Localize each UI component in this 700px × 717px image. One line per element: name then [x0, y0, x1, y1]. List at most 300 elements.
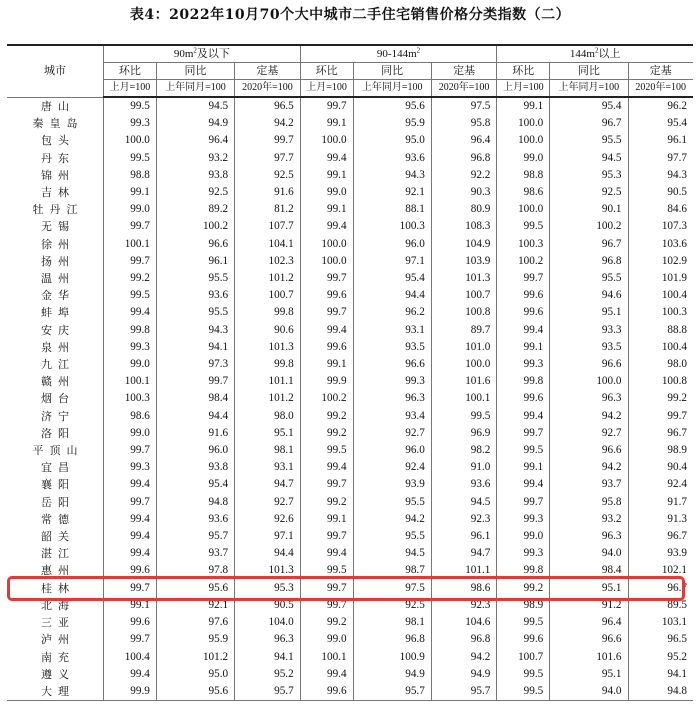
metric-header: 环比: [300, 63, 353, 80]
index-value-cell: 98.8: [104, 167, 157, 184]
index-value-cell: 91.7: [628, 494, 693, 511]
index-value-cell: 95.5: [353, 494, 431, 511]
index-value-cell: 95.1: [235, 425, 301, 442]
index-value-cell: 91.6: [235, 184, 301, 201]
base-header-row: [7, 80, 693, 98]
index-value-cell: 95.4: [156, 476, 234, 493]
index-value-cell: 96.2: [353, 304, 431, 321]
index-value-cell: 99.5: [431, 408, 497, 425]
index-value-cell: 93.1: [235, 459, 301, 476]
table-row: [7, 201, 693, 218]
index-value-cell: 99.5: [497, 683, 550, 701]
index-value-cell: 97.1: [235, 528, 301, 545]
index-value-cell: 98.1: [353, 614, 431, 631]
index-value-cell: 95.3: [235, 580, 301, 597]
index-value-cell: 101.1: [235, 373, 301, 390]
index-value-cell: 99.4: [300, 218, 353, 235]
index-value-cell: 98.2: [431, 442, 497, 459]
index-value-cell: 95.5: [156, 270, 234, 287]
city-name-cell: 襄阳: [7, 476, 104, 493]
index-value-cell: 99.3: [104, 459, 157, 476]
city-name-cell: 徐州: [7, 236, 104, 253]
index-value-cell: 104.9: [431, 236, 497, 253]
index-value-cell: 96.3: [235, 631, 301, 648]
city-name-cell: 包头: [7, 132, 104, 149]
index-value-cell: 98.1: [235, 442, 301, 459]
index-value-cell: 99.1: [300, 115, 353, 132]
index-value-cell: 99.7: [497, 270, 550, 287]
index-value-cell: 99.1: [104, 184, 157, 201]
table-row: [7, 167, 693, 184]
index-value-cell: 100.7: [497, 649, 550, 666]
index-value-cell: 93.7: [156, 545, 234, 562]
group-sup: 2: [416, 46, 421, 55]
index-value-cell: 95.7: [235, 683, 301, 701]
index-value-cell: 98.6: [104, 408, 157, 425]
index-value-cell: 100.3: [353, 218, 431, 235]
index-value-cell: 93.7: [550, 476, 628, 493]
index-value-cell: 94.4: [353, 287, 431, 304]
index-value-cell: 93.9: [628, 545, 693, 562]
base-header: 上月=100: [104, 80, 157, 98]
city-name-cell: 遵义: [7, 666, 104, 683]
index-value-cell: 94.1: [628, 666, 693, 683]
index-value-cell: 90.1: [550, 201, 628, 218]
index-value-cell: 99.4: [300, 666, 353, 683]
city-name-cell: 常德: [7, 511, 104, 528]
index-value-cell: 96.6: [156, 236, 234, 253]
city-name-cell: 吉林: [7, 184, 104, 201]
index-value-cell: 99.2: [300, 425, 353, 442]
index-value-cell: 101.3: [235, 339, 301, 356]
index-value-cell: 92.5: [235, 167, 301, 184]
index-value-cell: 89.2: [156, 201, 234, 218]
index-value-cell: 99.2: [300, 494, 353, 511]
index-value-cell: 97.5: [353, 580, 431, 597]
index-value-cell: 104.6: [431, 614, 497, 631]
index-value-cell: 99.3: [104, 115, 157, 132]
table-row: [7, 184, 693, 201]
table-row: [7, 683, 693, 701]
index-value-cell: 96.0: [353, 442, 431, 459]
index-value-cell: 99.1: [300, 511, 353, 528]
index-value-cell: 98.4: [156, 390, 234, 407]
index-value-cell: 101.3: [235, 562, 301, 579]
index-value-cell: 100.2: [300, 390, 353, 407]
index-value-cell: 96.6: [353, 356, 431, 373]
index-value-cell: 95.4: [353, 270, 431, 287]
index-value-cell: 99.7: [104, 631, 157, 648]
index-value-cell: 100.0: [497, 115, 550, 132]
index-value-cell: 100.0: [431, 356, 497, 373]
index-value-cell: 95.7: [431, 683, 497, 701]
index-value-cell: 95.9: [353, 115, 431, 132]
index-value-cell: 92.6: [235, 511, 301, 528]
index-value-cell: 96.6: [550, 356, 628, 373]
index-value-cell: 96.6: [550, 442, 628, 459]
group-sup: 2: [594, 46, 599, 55]
index-value-cell: 99.1: [497, 97, 550, 115]
index-value-cell: 95.1: [550, 580, 628, 597]
table-row: [7, 666, 693, 683]
index-value-cell: 88.1: [353, 201, 431, 218]
index-value-cell: 93.5: [353, 339, 431, 356]
group-suffix: 及以下: [196, 48, 230, 60]
base-header: 上月=100: [300, 80, 353, 98]
index-value-cell: 99.7: [300, 580, 353, 597]
index-value-cell: 96.3: [353, 390, 431, 407]
index-value-cell: 99.0: [300, 631, 353, 648]
index-value-cell: 95.6: [353, 97, 431, 115]
index-value-cell: 99.0: [497, 528, 550, 545]
index-value-cell: 99.0: [104, 201, 157, 218]
city-name-cell: 三亚: [7, 614, 104, 631]
metric-header: 同比: [156, 63, 234, 80]
table-row: [7, 356, 693, 373]
index-value-cell: 99.4: [104, 511, 157, 528]
index-value-cell: 99.7: [628, 408, 693, 425]
index-value-cell: 100.7: [431, 287, 497, 304]
index-value-cell: 100.4: [628, 287, 693, 304]
index-value-cell: 93.6: [156, 287, 234, 304]
index-value-cell: 100.3: [497, 236, 550, 253]
index-value-cell: 99.7: [104, 218, 157, 235]
table-header: [7, 45, 693, 97]
index-value-cell: 94.5: [431, 494, 497, 511]
index-value-cell: 98.7: [353, 562, 431, 579]
city-column-header: 城市: [7, 45, 104, 97]
index-value-cell: 97.3: [156, 356, 234, 373]
base-header: 上年同月=100: [156, 80, 234, 98]
group-header-medium: [300, 45, 497, 63]
index-value-cell: 95.5: [550, 132, 628, 149]
table-row: [7, 408, 693, 425]
index-value-cell: 99.7: [156, 373, 234, 390]
table-row: [7, 545, 693, 562]
index-value-cell: 99.5: [300, 442, 353, 459]
index-value-cell: 93.9: [353, 476, 431, 493]
index-value-cell: 92.4: [353, 459, 431, 476]
index-value-cell: 97.7: [235, 150, 301, 167]
index-value-cell: 94.8: [628, 683, 693, 701]
table-row: [7, 511, 693, 528]
table-row: [7, 631, 693, 648]
city-name-cell: 蚌埠: [7, 304, 104, 321]
index-value-cell: 99.4: [300, 545, 353, 562]
index-value-cell: 99.4: [104, 476, 157, 493]
city-name-cell: 济宁: [7, 408, 104, 425]
group-name: 144m: [569, 48, 595, 60]
index-value-cell: 100.7: [235, 287, 301, 304]
index-value-cell: 99.3: [104, 339, 157, 356]
index-value-cell: 99.1: [300, 201, 353, 218]
index-value-cell: 94.9: [156, 115, 234, 132]
index-value-cell: 97.7: [628, 150, 693, 167]
index-value-cell: 92.1: [156, 597, 234, 614]
table-row: [7, 132, 693, 149]
index-value-cell: 93.2: [156, 150, 234, 167]
index-value-cell: 99.7: [104, 494, 157, 511]
index-value-cell: 99.8: [497, 373, 550, 390]
index-value-cell: 95.1: [550, 304, 628, 321]
index-value-cell: 96.0: [353, 236, 431, 253]
metric-header: 定基: [431, 63, 497, 80]
metric-header: 定基: [628, 63, 693, 80]
table-row: [7, 459, 693, 476]
city-name-cell: 锦州: [7, 167, 104, 184]
index-value-cell: 96.4: [431, 132, 497, 149]
index-value-cell: 99.8: [235, 304, 301, 321]
index-value-cell: 101.2: [235, 390, 301, 407]
city-name-cell: 无锡: [7, 218, 104, 235]
index-value-cell: 99.6: [104, 614, 157, 631]
city-name-cell: 九江: [7, 356, 104, 373]
index-value-cell: 97.1: [353, 253, 431, 270]
city-name-cell: 北海: [7, 597, 104, 614]
index-value-cell: 99.0: [104, 425, 157, 442]
index-value-cell: 98.4: [550, 562, 628, 579]
index-value-cell: 98.6: [497, 184, 550, 201]
index-value-cell: 94.6: [550, 287, 628, 304]
index-value-cell: 96.2: [628, 97, 693, 115]
index-value-cell: 99.6: [497, 390, 550, 407]
index-value-cell: 94.1: [156, 339, 234, 356]
index-value-cell: 99.6: [497, 631, 550, 648]
index-value-cell: 90.5: [235, 597, 301, 614]
index-value-cell: 98.8: [497, 167, 550, 184]
table-row: [7, 425, 693, 442]
index-value-cell: 102.3: [235, 253, 301, 270]
city-name-cell: 平顶山: [7, 442, 104, 459]
index-value-cell: 103.9: [431, 253, 497, 270]
index-value-cell: 94.4: [235, 545, 301, 562]
index-value-cell: 96.8: [550, 253, 628, 270]
table-row: [7, 390, 693, 407]
table-row: [7, 218, 693, 235]
base-header: 上年同月=100: [550, 80, 628, 98]
index-value-cell: 103.1: [628, 614, 693, 631]
index-value-cell: 96.3: [550, 390, 628, 407]
index-value-cell: 99.0: [300, 184, 353, 201]
index-value-cell: 101.1: [431, 562, 497, 579]
index-value-cell: 92.5: [550, 184, 628, 201]
index-value-cell: 81.2: [235, 201, 301, 218]
index-value-cell: 96.5: [628, 631, 693, 648]
index-value-cell: 100.9: [353, 649, 431, 666]
group-sup: 2: [193, 46, 197, 55]
group-name: 90-144m: [376, 48, 417, 60]
city-name-cell: 秦皇岛: [7, 115, 104, 132]
city-name-cell: 大理: [7, 683, 104, 701]
index-value-cell: 89.7: [431, 322, 497, 339]
index-value-cell: 101.3: [431, 270, 497, 287]
index-value-cell: 94.7: [235, 476, 301, 493]
index-value-cell: 100.1: [300, 649, 353, 666]
index-value-cell: 108.3: [431, 218, 497, 235]
index-value-cell: 99.4: [497, 476, 550, 493]
index-value-cell: 99.4: [300, 322, 353, 339]
index-value-cell: 104.1: [235, 236, 301, 253]
index-value-cell: 100.3: [104, 390, 157, 407]
base-header: 上年同月=100: [353, 80, 431, 98]
table-row: [7, 476, 693, 493]
index-value-cell: 94.2: [550, 459, 628, 476]
index-value-cell: 107.3: [628, 218, 693, 235]
index-value-cell: 94.8: [156, 494, 234, 511]
index-value-cell: 94.4: [156, 408, 234, 425]
group-header-large: [497, 45, 693, 63]
index-value-cell: 99.2: [628, 390, 693, 407]
index-value-cell: 93.6: [353, 150, 431, 167]
index-value-cell: 101.6: [550, 649, 628, 666]
index-value-cell: 93.5: [550, 339, 628, 356]
table-row: [7, 562, 693, 579]
index-value-cell: 101.0: [431, 339, 497, 356]
table-row: [7, 614, 693, 631]
table-row: [7, 304, 693, 321]
city-name-cell: 丹东: [7, 150, 104, 167]
index-value-cell: 99.8: [235, 356, 301, 373]
table-row: [7, 322, 693, 339]
index-value-cell: 99.7: [104, 253, 157, 270]
index-value-cell: 102.1: [628, 562, 693, 579]
index-value-cell: 98.0: [628, 356, 693, 373]
index-value-cell: 99.0: [497, 150, 550, 167]
index-value-cell: 95.5: [550, 270, 628, 287]
table-row: [7, 528, 693, 545]
index-value-cell: 99.8: [497, 562, 550, 579]
index-value-cell: 91.2: [550, 597, 628, 614]
index-value-cell: 99.4: [104, 545, 157, 562]
index-value-cell: 95.5: [353, 528, 431, 545]
index-value-cell: 99.2: [497, 580, 550, 597]
city-name-cell: 金华: [7, 287, 104, 304]
index-value-cell: 99.5: [300, 562, 353, 579]
index-value-cell: 99.7: [300, 97, 353, 115]
index-value-cell: 94.3: [353, 167, 431, 184]
base-header: 2020年=100: [628, 80, 693, 98]
base-header: 2020年=100: [235, 80, 301, 98]
index-value-cell: 96.1: [628, 132, 693, 149]
index-value-cell: 103.6: [628, 236, 693, 253]
index-value-cell: 95.7: [353, 683, 431, 701]
index-value-cell: 89.5: [628, 597, 693, 614]
index-value-cell: 100.0: [550, 373, 628, 390]
table-title: 表4：2022年10月70个大中城市二手住宅销售价格分类指数（二）: [129, 7, 571, 23]
index-value-cell: 93.3: [550, 322, 628, 339]
index-value-cell: 99.1: [497, 339, 550, 356]
city-name-cell: 南充: [7, 649, 104, 666]
index-value-cell: 101.6: [431, 373, 497, 390]
index-value-cell: 95.3: [550, 167, 628, 184]
index-value-cell: 99.3: [497, 545, 550, 562]
index-value-cell: 99.5: [497, 614, 550, 631]
index-value-cell: 99.6: [300, 683, 353, 701]
index-value-cell: 90.5: [628, 184, 693, 201]
index-value-cell: 95.8: [431, 115, 497, 132]
city-name-cell: 洛阳: [7, 425, 104, 442]
city-name-cell: 桂林: [7, 580, 104, 597]
table-row: [7, 150, 693, 167]
index-value-cell: 94.5: [156, 97, 234, 115]
index-value-cell: 99.6: [497, 287, 550, 304]
index-value-cell: 102.9: [628, 253, 693, 270]
index-value-cell: 92.2: [431, 167, 497, 184]
index-value-cell: 99.5: [497, 666, 550, 683]
index-value-cell: 99.4: [497, 322, 550, 339]
index-value-cell: 99.5: [104, 150, 157, 167]
index-value-cell: 100.1: [431, 390, 497, 407]
index-value-cell: 92.7: [235, 494, 301, 511]
index-value-cell: 98.9: [497, 597, 550, 614]
index-value-cell: 99.9: [300, 373, 353, 390]
index-value-cell: 94.2: [431, 649, 497, 666]
index-value-cell: 96.1: [156, 253, 234, 270]
index-value-cell: 97.5: [431, 97, 497, 115]
index-value-cell: 99.4: [104, 666, 157, 683]
index-value-cell: 107.7: [235, 218, 301, 235]
index-value-cell: 96.9: [431, 425, 497, 442]
index-value-cell: 100.3: [628, 304, 693, 321]
index-value-cell: 104.0: [235, 614, 301, 631]
index-value-cell: 96.8: [353, 631, 431, 648]
index-value-cell: 99.1: [300, 356, 353, 373]
table-body: [7, 97, 693, 701]
index-value-cell: 96.0: [156, 442, 234, 459]
index-value-cell: 93.6: [156, 511, 234, 528]
index-value-cell: 92.1: [353, 184, 431, 201]
metric-header: 环比: [104, 63, 157, 80]
index-value-cell: 101.2: [156, 649, 234, 666]
index-value-cell: 99.4: [300, 459, 353, 476]
table-row: [7, 649, 693, 666]
index-value-cell: 94.0: [550, 545, 628, 562]
index-value-cell: 100.0: [300, 236, 353, 253]
index-value-cell: 99.4: [300, 150, 353, 167]
city-name-cell: 惠州: [7, 562, 104, 579]
index-value-cell: 99.5: [497, 442, 550, 459]
city-name-cell: 赣州: [7, 373, 104, 390]
index-value-cell: 94.9: [353, 666, 431, 683]
index-value-cell: 94.5: [550, 150, 628, 167]
index-value-cell: 96.7: [628, 580, 693, 597]
city-name-cell: 宜昌: [7, 459, 104, 476]
index-value-cell: 99.7: [300, 597, 353, 614]
index-value-cell: 99.6: [300, 339, 353, 356]
city-name-cell: 泉州: [7, 339, 104, 356]
index-value-cell: 96.7: [628, 425, 693, 442]
index-value-cell: 99.3: [353, 373, 431, 390]
table-row: [7, 339, 693, 356]
index-value-cell: 99.8: [104, 322, 157, 339]
index-value-cell: 94.9: [431, 666, 497, 683]
index-value-cell: 94.2: [550, 408, 628, 425]
index-value-cell: 94.7: [431, 545, 497, 562]
index-value-cell: 92.5: [353, 597, 431, 614]
index-value-cell: 99.1: [497, 459, 550, 476]
index-value-cell: 99.7: [497, 425, 550, 442]
index-value-cell: 99.2: [300, 614, 353, 631]
index-value-cell: 95.6: [156, 580, 234, 597]
index-value-cell: 100.0: [497, 201, 550, 218]
index-value-cell: 92.7: [550, 425, 628, 442]
index-value-cell: 99.6: [300, 287, 353, 304]
index-value-cell: 92.5: [156, 184, 234, 201]
index-value-cell: 92.3: [431, 511, 497, 528]
index-value-cell: 99.3: [497, 356, 550, 373]
index-value-cell: 95.8: [550, 494, 628, 511]
index-value-cell: 94.2: [353, 511, 431, 528]
